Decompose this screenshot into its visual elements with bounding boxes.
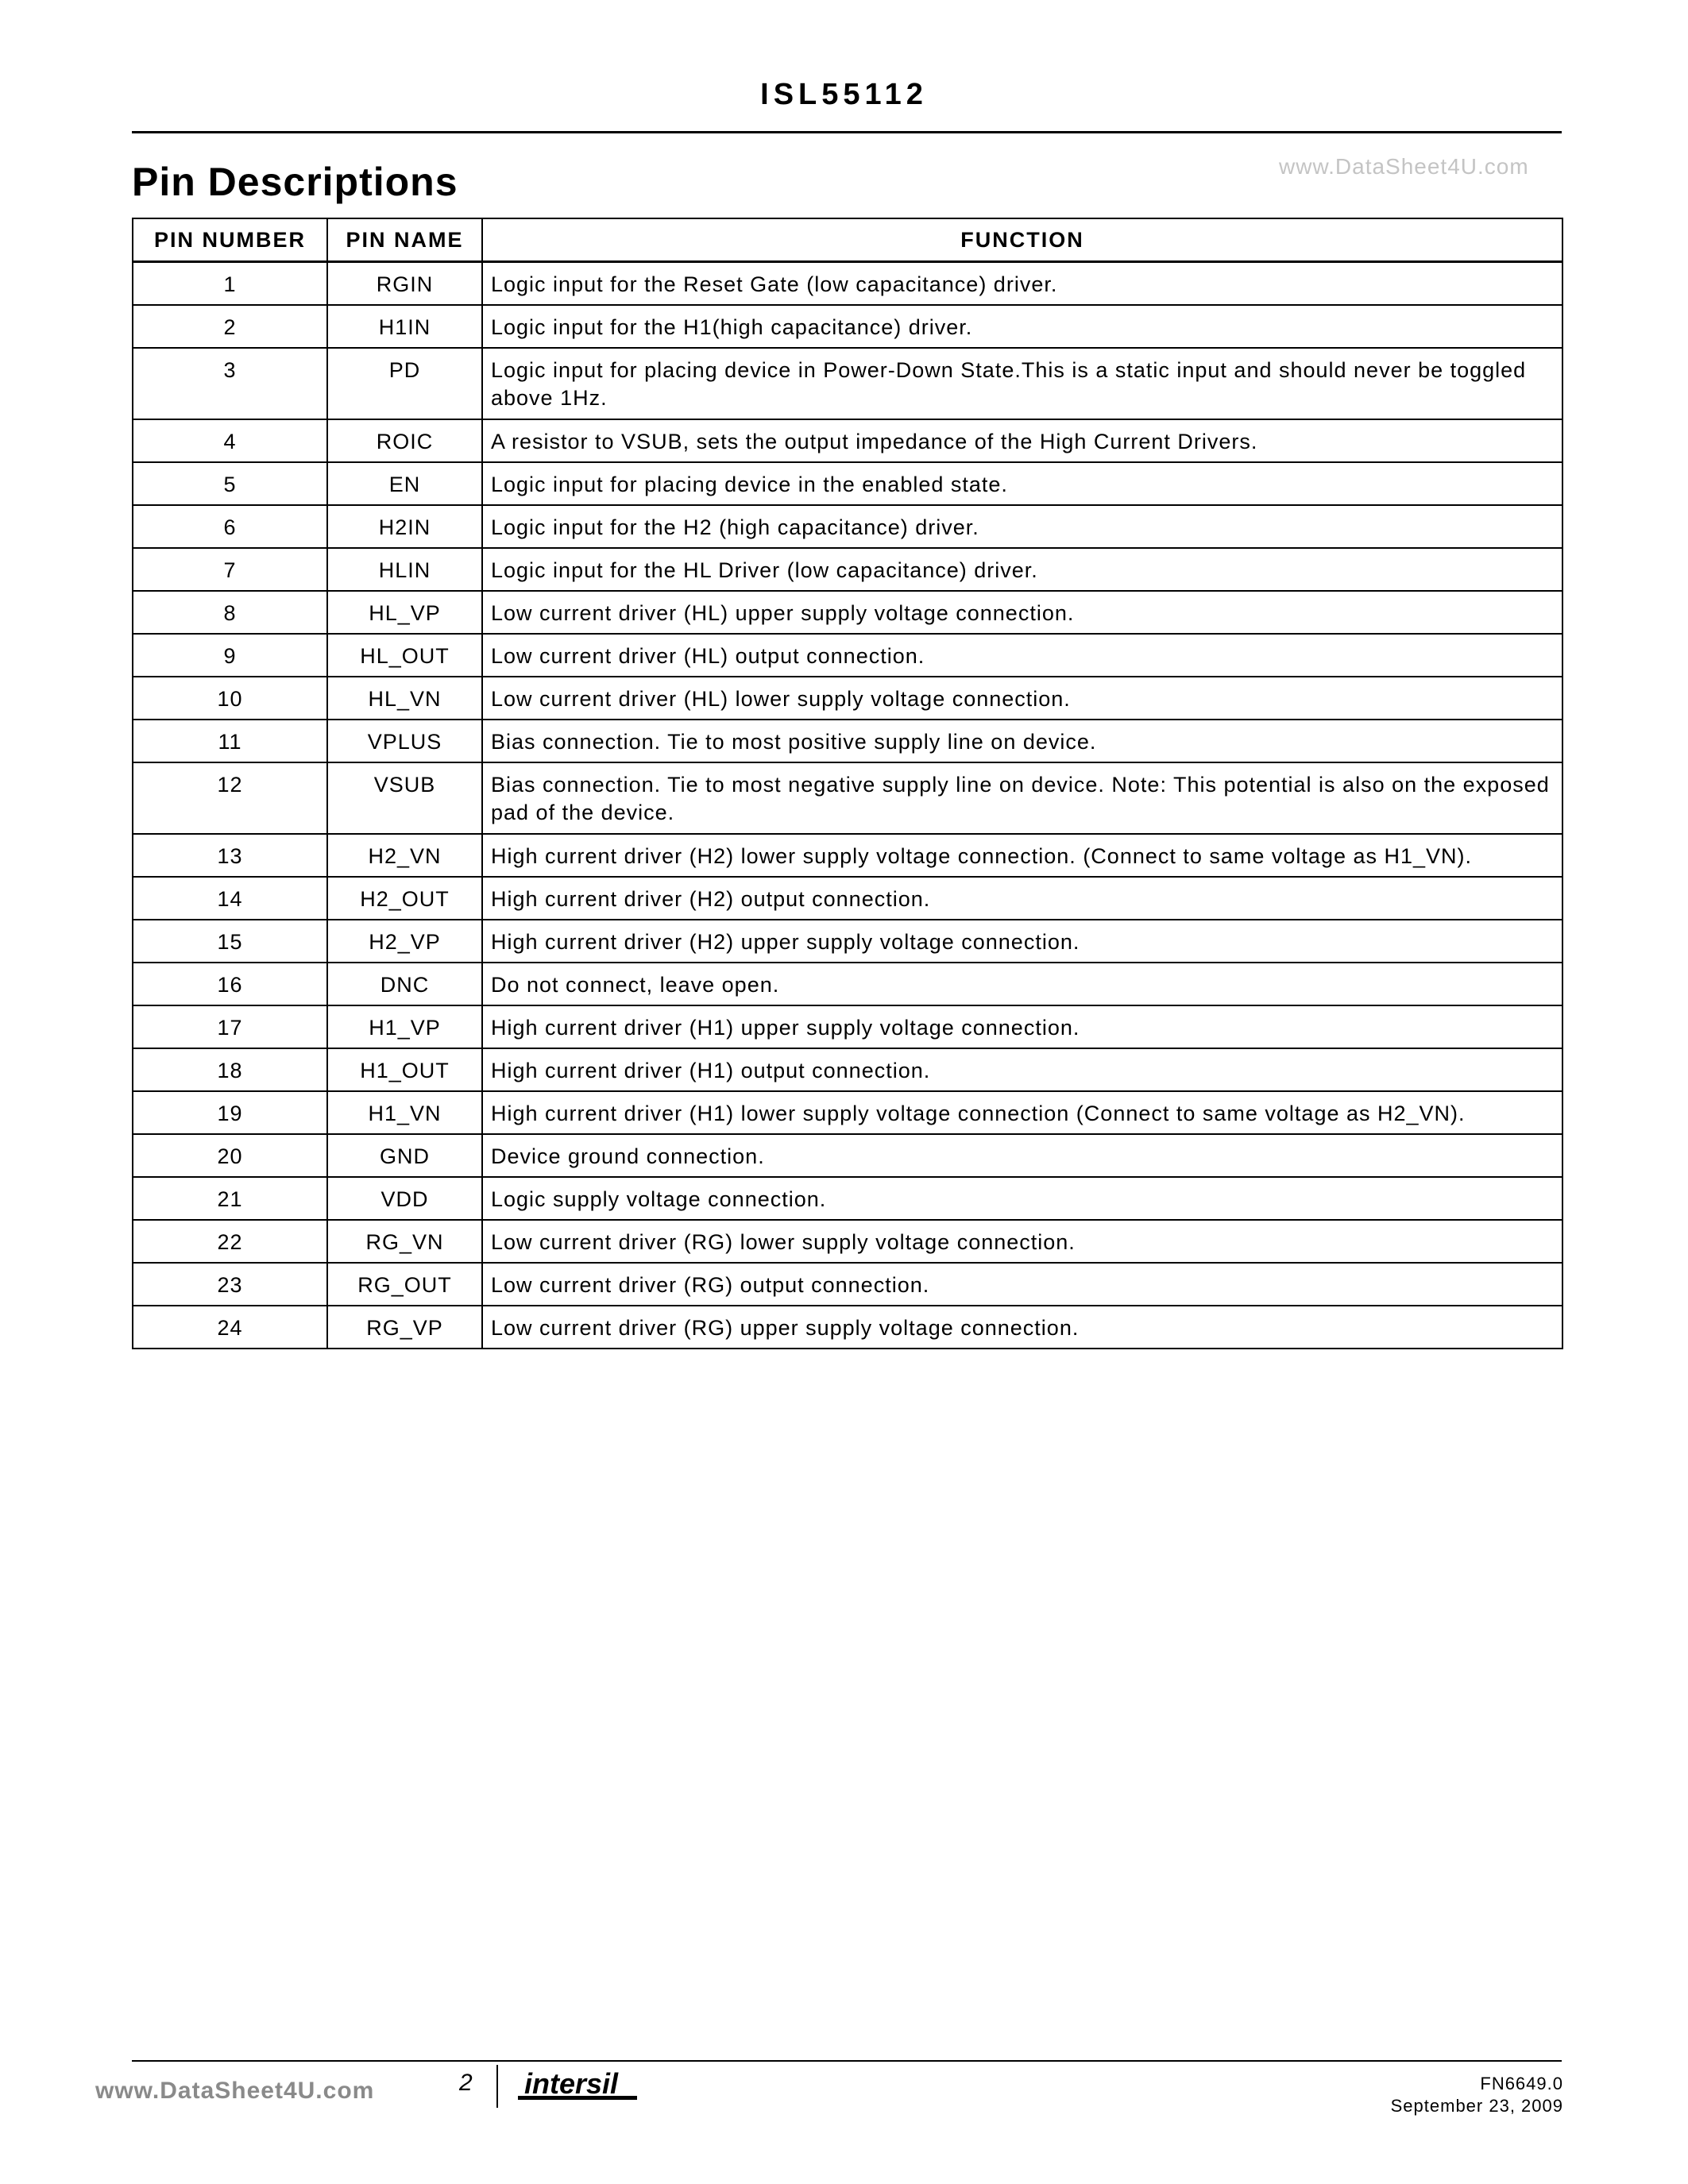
table-row [133, 548, 1562, 591]
pin-number-cell: 19 [133, 1091, 327, 1134]
pin-number-cell: 14 [133, 877, 327, 920]
table-row [133, 305, 1562, 348]
pin-number-cell: 13 [133, 834, 327, 877]
pin-function-cell: Device ground connection. [482, 1134, 1562, 1177]
footer-doc-info [1391, 2073, 1563, 2117]
pin-number-cell: 3 [133, 348, 327, 419]
page-number: 2 [459, 2070, 473, 2096]
pin-number-cell: 7 [133, 548, 327, 591]
pin-number-cell: 6 [133, 505, 327, 548]
pin-name-cell: RGIN [327, 262, 482, 305]
pin-function-cell: Logic input for the H1(high capacitance) driver. [482, 305, 1562, 348]
pin-name-cell: H1_OUT [327, 1048, 482, 1091]
pin-number-cell: 15 [133, 920, 327, 963]
table-row [133, 1091, 1562, 1134]
footer-separator [496, 2065, 498, 2108]
table-row [133, 634, 1562, 677]
header-watermark: www.DataSheet4U.com [1279, 154, 1529, 179]
pin-number-cell: 17 [133, 1005, 327, 1048]
pin-function-cell: Low current driver (HL) upper supply voltage connection. [482, 591, 1562, 634]
footer-divider [132, 2060, 1562, 2062]
pin-number-cell: 5 [133, 462, 327, 505]
pin-function-cell: High current driver (H2) lower supply voltage connection. (Connect to same voltage as H1_VN). [482, 834, 1562, 877]
header-divider [132, 131, 1562, 133]
pin-name-cell: DNC [327, 963, 482, 1005]
pin-name-cell: H2_OUT [327, 877, 482, 920]
pin-number-cell: 23 [133, 1263, 327, 1306]
pin-function-cell: Bias connection. Tie to most positive supply line on device. [482, 720, 1562, 762]
column-header-pin-number: PIN NUMBER [133, 218, 327, 262]
pin-function-cell: High current driver (H2) output connection. [482, 877, 1562, 920]
pin-descriptions-table [132, 218, 1563, 1349]
table-row [133, 877, 1562, 920]
table-row [133, 505, 1562, 548]
pin-name-cell: HL_OUT [327, 634, 482, 677]
table-row [133, 920, 1562, 963]
pin-name-cell: GND [327, 1134, 482, 1177]
pin-name-cell: RG_VN [327, 1220, 482, 1263]
pin-function-cell: Low current driver (HL) lower supply voltage connection. [482, 677, 1562, 720]
table-row [133, 1220, 1562, 1263]
document-date: September 23, 2009 [1390, 2096, 1563, 2116]
table-header-row [133, 218, 1562, 262]
pin-name-cell: H2IN [327, 505, 482, 548]
pin-function-cell: Do not connect, leave open. [482, 963, 1562, 1005]
pin-name-cell: HL_VP [327, 591, 482, 634]
pin-name-cell: HL_VN [327, 677, 482, 720]
pin-name-cell: RG_OUT [327, 1263, 482, 1306]
pin-function-cell: High current driver (H1) upper supply voltage connection. [482, 1005, 1562, 1048]
pin-name-cell: VSUB [327, 762, 482, 834]
pin-name-cell: H1_VP [327, 1005, 482, 1048]
pin-name-cell: VPLUS [327, 720, 482, 762]
table-row [133, 963, 1562, 1005]
pin-name-cell: H1IN [327, 305, 482, 348]
pin-function-cell: A resistor to VSUB, sets the output impedance of the High Current Drivers. [482, 419, 1562, 462]
table-row [133, 1134, 1562, 1177]
table-row [133, 1306, 1562, 1349]
pin-function-cell: High current driver (H2) upper supply voltage connection. [482, 920, 1562, 963]
pin-function-cell: Bias connection. Tie to most negative supply line on device. Note: This potential is also on the exposed pad of the device. [482, 762, 1562, 834]
table-row [133, 348, 1562, 419]
pin-function-cell: Low current driver (RG) output connection. [482, 1263, 1562, 1306]
table-row [133, 1263, 1562, 1306]
pin-function-cell: Logic input for the Reset Gate (low capacitance) driver. [482, 262, 1562, 305]
table-row [133, 462, 1562, 505]
pin-table-body [133, 262, 1562, 1349]
pin-function-cell: Logic input for placing device in Power-Down State.This is a static input and should never be toggled above 1Hz. [482, 348, 1562, 419]
pin-number-cell: 2 [133, 305, 327, 348]
table-row [133, 419, 1562, 462]
pin-number-cell: 11 [133, 720, 327, 762]
table-row [133, 591, 1562, 634]
pin-number-cell: 1 [133, 262, 327, 305]
pin-number-cell: 12 [133, 762, 327, 834]
column-header-pin-name: PIN NAME [327, 218, 482, 262]
pin-name-cell: H1_VN [327, 1091, 482, 1134]
pin-number-cell: 24 [133, 1306, 327, 1349]
document-part-number: ISL55112 [760, 78, 928, 111]
intersil-logo [516, 2069, 659, 2105]
table-row [133, 1005, 1562, 1048]
pin-number-cell: 18 [133, 1048, 327, 1091]
pin-function-cell: Logic input for the H2 (high capacitance) driver. [482, 505, 1562, 548]
table-row [133, 762, 1562, 834]
pin-name-cell: HLIN [327, 548, 482, 591]
table-row [133, 677, 1562, 720]
pin-number-cell: 8 [133, 591, 327, 634]
pin-function-cell: Low current driver (RG) upper supply voltage connection. [482, 1306, 1562, 1349]
logo-wordmark: intersil [524, 2069, 619, 2100]
section-title: Pin Descriptions [132, 160, 458, 204]
pin-function-cell: High current driver (H1) output connection. [482, 1048, 1562, 1091]
footer-watermark: www.DataSheet4U.com [95, 2078, 375, 2104]
table-row [133, 834, 1562, 877]
pin-name-cell: VDD [327, 1177, 482, 1220]
pin-name-cell: RG_VP [327, 1306, 482, 1349]
table-row [133, 1048, 1562, 1091]
pin-function-cell: High current driver (H1) lower supply voltage connection (Connect to same voltage as H2_VN). [482, 1091, 1562, 1134]
pin-number-cell: 22 [133, 1220, 327, 1263]
pin-number-cell: 21 [133, 1177, 327, 1220]
pin-number-cell: 10 [133, 677, 327, 720]
pin-number-cell: 4 [133, 419, 327, 462]
pin-name-cell: PD [327, 348, 482, 419]
pin-function-cell: Logic supply voltage connection. [482, 1177, 1562, 1220]
table-row [133, 1177, 1562, 1220]
table-row [133, 262, 1562, 305]
pin-name-cell: H2_VP [327, 920, 482, 963]
pin-name-cell: H2_VN [327, 834, 482, 877]
pin-function-cell: Low current driver (HL) output connection. [482, 634, 1562, 677]
pin-function-cell: Low current driver (RG) lower supply voltage connection. [482, 1220, 1562, 1263]
pin-function-cell: Logic input for placing device in the enabled state. [482, 462, 1562, 505]
pin-number-cell: 9 [133, 634, 327, 677]
pin-name-cell: ROIC [327, 419, 482, 462]
pin-number-cell: 16 [133, 963, 327, 1005]
column-header-function: FUNCTION [482, 218, 1562, 262]
pin-name-cell: EN [327, 462, 482, 505]
document-number: FN6649.0 [1480, 2074, 1563, 2093]
pin-function-cell: Logic input for the HL Driver (low capacitance) driver. [482, 548, 1562, 591]
pin-number-cell: 20 [133, 1134, 327, 1177]
table-row [133, 720, 1562, 762]
